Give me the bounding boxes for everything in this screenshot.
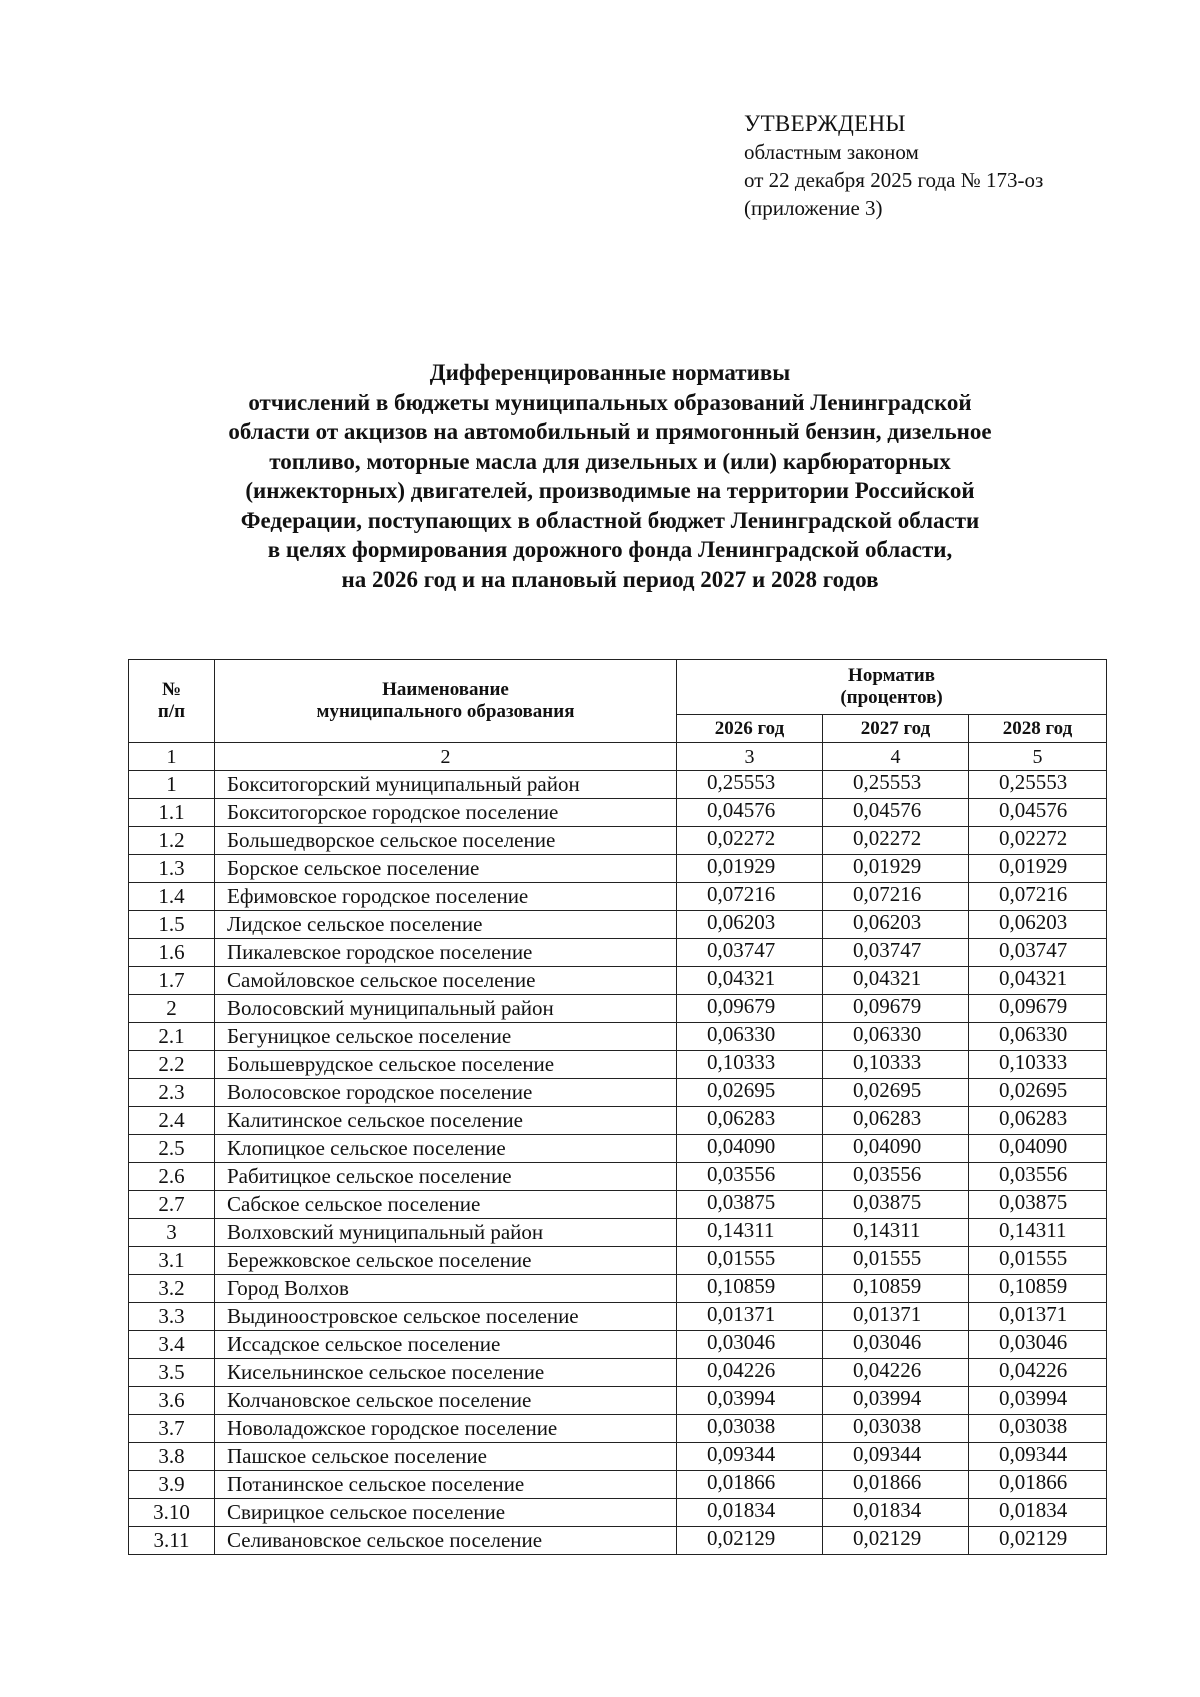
norm-2028: 0,04576 bbox=[969, 799, 1107, 827]
norm-2026: 0,04576 bbox=[677, 799, 823, 827]
municipality-name: Свирицкое сельское поселение bbox=[215, 1499, 677, 1527]
row-number: 2.6 bbox=[129, 1163, 215, 1191]
row-number: 1.3 bbox=[129, 855, 215, 883]
municipality-name: Волосовское городское поселение bbox=[215, 1079, 677, 1107]
norm-2028: 0,07216 bbox=[969, 883, 1107, 911]
title-line: Федерации, поступающих в областной бюджет Ленинградской области bbox=[240, 507, 980, 533]
row-number: 3.8 bbox=[129, 1443, 215, 1471]
row-number: 3.5 bbox=[129, 1359, 215, 1387]
approval-stamp bbox=[744, 110, 1043, 222]
norm-2027: 0,25553 bbox=[823, 771, 969, 799]
norm-2027: 0,06203 bbox=[823, 911, 969, 939]
norm-2028: 0,04321 bbox=[969, 967, 1107, 995]
table-row bbox=[129, 911, 1107, 939]
norm-2027: 0,10333 bbox=[823, 1051, 969, 1079]
municipality-name: Колчановское сельское поселение bbox=[215, 1387, 677, 1415]
norm-2027: 0,02695 bbox=[823, 1079, 969, 1107]
title-line: (инжекторных) двигателей, производимые на территории Российской bbox=[245, 478, 975, 503]
table-row bbox=[129, 1303, 1107, 1331]
norms-table bbox=[128, 659, 1107, 1555]
norm-2026: 0,04226 bbox=[677, 1359, 823, 1387]
municipality-name: Пашское сельское поселение bbox=[215, 1443, 677, 1471]
row-number: 2.2 bbox=[129, 1051, 215, 1079]
norm-2028: 0,03038 bbox=[969, 1415, 1107, 1443]
norm-2026: 0,09344 bbox=[677, 1443, 823, 1471]
norm-2028: 0,02272 bbox=[969, 827, 1107, 855]
table-row bbox=[129, 1331, 1107, 1359]
norm-2026: 0,03038 bbox=[677, 1415, 823, 1443]
table-row bbox=[129, 1499, 1107, 1527]
norm-2026: 0,14311 bbox=[677, 1219, 823, 1247]
norm-2026: 0,03994 bbox=[677, 1387, 823, 1415]
table-row bbox=[129, 967, 1107, 995]
header-norm-line-1: Норматив bbox=[848, 665, 935, 686]
norm-2026: 0,03046 bbox=[677, 1331, 823, 1359]
row-number: 3 bbox=[129, 1219, 215, 1247]
header-num bbox=[129, 660, 215, 743]
row-number: 1 bbox=[129, 771, 215, 799]
norm-2026: 0,06203 bbox=[677, 911, 823, 939]
municipality-name: Бережковское сельское поселение bbox=[215, 1247, 677, 1275]
norm-2026: 0,01929 bbox=[677, 855, 823, 883]
norm-2026: 0,03556 bbox=[677, 1163, 823, 1191]
norm-2028: 0,09679 bbox=[969, 995, 1107, 1023]
approval-heading: УТВЕРЖДЕНЫ bbox=[744, 111, 906, 136]
norm-2026: 0,06283 bbox=[677, 1107, 823, 1135]
norm-2027: 0,02129 bbox=[823, 1527, 969, 1555]
table-row bbox=[129, 1471, 1107, 1499]
norm-2026: 0,04090 bbox=[677, 1135, 823, 1163]
table-row bbox=[129, 1387, 1107, 1415]
norm-2026: 0,03875 bbox=[677, 1191, 823, 1219]
norm-2027: 0,01371 bbox=[823, 1303, 969, 1331]
municipality-name: Большедворское сельское поселение bbox=[215, 827, 677, 855]
norm-2028: 0,03046 bbox=[969, 1331, 1107, 1359]
norm-2028: 0,02695 bbox=[969, 1079, 1107, 1107]
document-title bbox=[150, 358, 1070, 594]
norm-2028: 0,02129 bbox=[969, 1527, 1107, 1555]
row-number: 1.6 bbox=[129, 939, 215, 967]
norm-2028: 0,06283 bbox=[969, 1107, 1107, 1135]
table-row bbox=[129, 1079, 1107, 1107]
norm-2028: 0,03994 bbox=[969, 1387, 1107, 1415]
table-row bbox=[129, 1163, 1107, 1191]
norm-2026: 0,01371 bbox=[677, 1303, 823, 1331]
table-row bbox=[129, 883, 1107, 911]
norm-2028: 0,03875 bbox=[969, 1191, 1107, 1219]
norm-2026: 0,01866 bbox=[677, 1471, 823, 1499]
row-number: 3.10 bbox=[129, 1499, 215, 1527]
norm-2026: 0,01555 bbox=[677, 1247, 823, 1275]
table-row bbox=[129, 1023, 1107, 1051]
row-number: 1.7 bbox=[129, 967, 215, 995]
row-number: 2 bbox=[129, 995, 215, 1023]
norm-2027: 0,06330 bbox=[823, 1023, 969, 1051]
municipality-name: Калитинское сельское поселение bbox=[215, 1107, 677, 1135]
norm-2028: 0,04226 bbox=[969, 1359, 1107, 1387]
table-row bbox=[129, 1275, 1107, 1303]
title-line: на 2026 год и на плановый период 2027 и 2028 годов bbox=[341, 566, 879, 592]
norm-2028: 0,01866 bbox=[969, 1471, 1107, 1499]
row-number: 2.3 bbox=[129, 1079, 215, 1107]
municipality-name: Борское сельское поселение bbox=[215, 855, 677, 883]
norm-2027: 0,04226 bbox=[823, 1359, 969, 1387]
table-row bbox=[129, 855, 1107, 883]
municipality-name: Потанинское сельское поселение bbox=[215, 1471, 677, 1499]
norm-2027: 0,03875 bbox=[823, 1191, 969, 1219]
norm-2027: 0,09679 bbox=[823, 995, 969, 1023]
title-line: в целях формирования дорожного фонда Ленинградской области, bbox=[267, 537, 953, 562]
row-number: 3.2 bbox=[129, 1275, 215, 1303]
norm-2028: 0,03556 bbox=[969, 1163, 1107, 1191]
norm-2028: 0,01834 bbox=[969, 1499, 1107, 1527]
municipality-name: Бокситогорское городское поселение bbox=[215, 799, 677, 827]
municipality-name: Лидское сельское поселение bbox=[215, 911, 677, 939]
norm-2027: 0,04576 bbox=[823, 799, 969, 827]
norm-2028: 0,01929 bbox=[969, 855, 1107, 883]
table-row bbox=[129, 771, 1107, 799]
norm-2027: 0,10859 bbox=[823, 1275, 969, 1303]
norm-2028: 0,10859 bbox=[969, 1275, 1107, 1303]
norm-2026: 0,02272 bbox=[677, 827, 823, 855]
norm-2028: 0,10333 bbox=[969, 1051, 1107, 1079]
norm-2028: 0,06330 bbox=[969, 1023, 1107, 1051]
header-norm-line-2: (процентов) bbox=[840, 687, 943, 708]
header-name bbox=[215, 660, 677, 743]
norm-2027: 0,07216 bbox=[823, 883, 969, 911]
row-number: 1.4 bbox=[129, 883, 215, 911]
municipality-name: Самойловское сельское поселение bbox=[215, 967, 677, 995]
municipality-name: Сабское сельское поселение bbox=[215, 1191, 677, 1219]
municipality-name: Пикалевское городское поселение bbox=[215, 939, 677, 967]
row-number: 2.4 bbox=[129, 1107, 215, 1135]
row-number: 3.1 bbox=[129, 1247, 215, 1275]
norm-2027: 0,09344 bbox=[823, 1443, 969, 1471]
norm-2027: 0,04321 bbox=[823, 967, 969, 995]
title-line: топливо, моторные масла для дизельных и (или) карбюраторных bbox=[269, 448, 951, 474]
norm-2028: 0,06203 bbox=[969, 911, 1107, 939]
row-number: 2.5 bbox=[129, 1135, 215, 1163]
table-row bbox=[129, 1415, 1107, 1443]
norm-2028: 0,01371 bbox=[969, 1303, 1107, 1331]
header-name-line-1: Наименование bbox=[382, 679, 509, 700]
column-index: 3 bbox=[677, 743, 823, 771]
norm-2028: 0,01555 bbox=[969, 1247, 1107, 1275]
table-row bbox=[129, 1247, 1107, 1275]
column-index: 5 bbox=[969, 743, 1107, 771]
title-line: отчислений в бюджеты муниципальных образований Ленинградской bbox=[248, 389, 972, 415]
row-number: 3.6 bbox=[129, 1387, 215, 1415]
norm-2028: 0,09344 bbox=[969, 1443, 1107, 1471]
table-row bbox=[129, 1135, 1107, 1163]
column-index-row bbox=[129, 743, 1107, 771]
row-number: 3.7 bbox=[129, 1415, 215, 1443]
row-number: 1.1 bbox=[129, 799, 215, 827]
municipality-name: Волховский муниципальный район bbox=[215, 1219, 677, 1247]
header-year-2026: 2026 год bbox=[677, 715, 823, 743]
municipality-name: Город Волхов bbox=[215, 1275, 677, 1303]
norm-2026: 0,09679 bbox=[677, 995, 823, 1023]
norm-2027: 0,14311 bbox=[823, 1219, 969, 1247]
header-num-line-1: № bbox=[161, 679, 182, 700]
norm-2026: 0,04321 bbox=[677, 967, 823, 995]
table-row bbox=[129, 827, 1107, 855]
norm-2028: 0,25553 bbox=[969, 771, 1107, 799]
norm-2026: 0,02129 bbox=[677, 1527, 823, 1555]
table-row bbox=[129, 1191, 1107, 1219]
row-number: 2.7 bbox=[129, 1191, 215, 1219]
header-norm bbox=[677, 660, 1107, 715]
municipality-name: Кисельнинское сельское поселение bbox=[215, 1359, 677, 1387]
table-row bbox=[129, 995, 1107, 1023]
norm-2026: 0,06330 bbox=[677, 1023, 823, 1051]
municipality-name: Селивановское сельское поселение bbox=[215, 1527, 677, 1555]
norm-2027: 0,03747 bbox=[823, 939, 969, 967]
header-name-line-2: муниципального образования bbox=[316, 701, 575, 722]
norm-2027: 0,03046 bbox=[823, 1331, 969, 1359]
table-row bbox=[129, 1359, 1107, 1387]
table-row bbox=[129, 799, 1107, 827]
norm-2027: 0,03556 bbox=[823, 1163, 969, 1191]
municipality-name: Волосовский муниципальный район bbox=[215, 995, 677, 1023]
header-year-2027: 2027 год bbox=[823, 715, 969, 743]
norm-2027: 0,01834 bbox=[823, 1499, 969, 1527]
norm-2026: 0,10333 bbox=[677, 1051, 823, 1079]
row-number: 3.9 bbox=[129, 1471, 215, 1499]
approval-line-3: (приложение 3) bbox=[744, 196, 883, 220]
table-row bbox=[129, 1527, 1107, 1555]
municipality-name: Иссадское сельское поселение bbox=[215, 1331, 677, 1359]
municipality-name: Рабитицкое сельское поселение bbox=[215, 1163, 677, 1191]
norm-2027: 0,03038 bbox=[823, 1415, 969, 1443]
column-index: 2 bbox=[215, 743, 677, 771]
norm-2028: 0,14311 bbox=[969, 1219, 1107, 1247]
norm-2026: 0,02695 bbox=[677, 1079, 823, 1107]
norm-2027: 0,03994 bbox=[823, 1387, 969, 1415]
row-number: 1.5 bbox=[129, 911, 215, 939]
norm-2027: 0,04090 bbox=[823, 1135, 969, 1163]
row-number: 3.4 bbox=[129, 1331, 215, 1359]
title-line: области от акцизов на автомобильный и прямогонный бензин, дизельное bbox=[228, 419, 992, 444]
norm-2026: 0,25553 bbox=[677, 771, 823, 799]
norm-2026: 0,03747 bbox=[677, 939, 823, 967]
norm-2026: 0,10859 bbox=[677, 1275, 823, 1303]
norm-2028: 0,04090 bbox=[969, 1135, 1107, 1163]
table-row bbox=[129, 1051, 1107, 1079]
approval-line-1: областным законом bbox=[744, 140, 919, 164]
header-num-line-2: п/п bbox=[157, 701, 186, 722]
table-row bbox=[129, 1107, 1107, 1135]
column-index: 4 bbox=[823, 743, 969, 771]
municipality-name: Новоладожское городское поселение bbox=[215, 1415, 677, 1443]
norm-2027: 0,01555 bbox=[823, 1247, 969, 1275]
norm-2027: 0,01866 bbox=[823, 1471, 969, 1499]
municipality-name: Выдиноостровское сельское поселение bbox=[215, 1303, 677, 1331]
norm-2027: 0,01929 bbox=[823, 855, 969, 883]
municipality-name: Большеврудское сельское поселение bbox=[215, 1051, 677, 1079]
norm-2026: 0,01834 bbox=[677, 1499, 823, 1527]
header-year-2028: 2028 год bbox=[969, 715, 1107, 743]
row-number: 3.3 bbox=[129, 1303, 215, 1331]
norm-2028: 0,03747 bbox=[969, 939, 1107, 967]
municipality-name: Клопицкое сельское поселение bbox=[215, 1135, 677, 1163]
norm-2027: 0,06283 bbox=[823, 1107, 969, 1135]
table-row bbox=[129, 1219, 1107, 1247]
table-row bbox=[129, 1443, 1107, 1471]
column-index: 1 bbox=[129, 743, 215, 771]
municipality-name: Бегуницкое сельское поселение bbox=[215, 1023, 677, 1051]
row-number: 3.11 bbox=[129, 1527, 215, 1555]
title-line: Дифференцированные нормативы bbox=[429, 360, 791, 385]
municipality-name: Бокситогорский муниципальный район bbox=[215, 771, 677, 799]
norm-2027: 0,02272 bbox=[823, 827, 969, 855]
approval-line-2: от 22 декабря 2025 года № 173-оз bbox=[744, 168, 1044, 192]
table-row bbox=[129, 939, 1107, 967]
row-number: 2.1 bbox=[129, 1023, 215, 1051]
norm-2026: 0,07216 bbox=[677, 883, 823, 911]
municipality-name: Ефимовское городское поселение bbox=[215, 883, 677, 911]
row-number: 1.2 bbox=[129, 827, 215, 855]
